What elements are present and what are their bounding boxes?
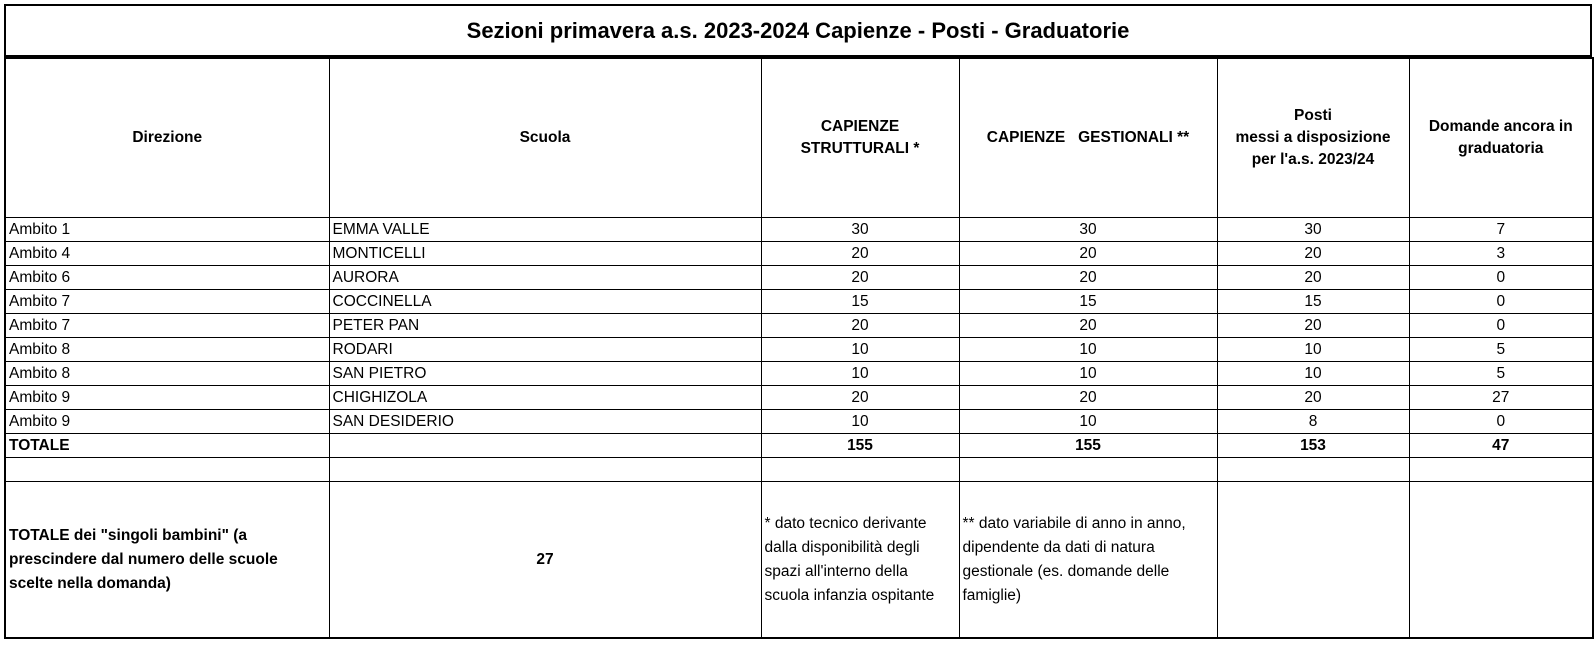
cell-scuola: EMMA VALLE (329, 218, 761, 242)
footer-note-gestionali: ** dato variabile di anno in anno, dipendente da dati di natura gestionale (es. domande delle famiglie) (959, 482, 1217, 639)
cell-domande: 5 (1409, 362, 1593, 386)
table-row (5, 266, 1593, 290)
table-row (5, 338, 1593, 362)
cell-direzione: Ambito 7 (5, 290, 329, 314)
cell-direzione: Ambito 6 (5, 266, 329, 290)
cell-posti: 20 (1217, 386, 1409, 410)
cell-capienze-gestionali: 10 (959, 410, 1217, 434)
cell-domande: 5 (1409, 338, 1593, 362)
totale-domande: 47 (1409, 434, 1593, 458)
header-posti-line3: per l'a.s. 2023/24 (1251, 151, 1375, 168)
table-row (5, 362, 1593, 386)
cell-direzione: Ambito 1 (5, 218, 329, 242)
cell-capienze-strutturali: 20 (761, 242, 959, 266)
cell-posti: 10 (1217, 338, 1409, 362)
footer-row (5, 482, 1593, 639)
header-posti-line2: messi a disposizione (1235, 129, 1391, 146)
cell-direzione: Ambito 9 (5, 386, 329, 410)
cell-scuola: SAN PIETRO (329, 362, 761, 386)
cell-scuola: MONTICELLI (329, 242, 761, 266)
data-rows (5, 218, 1593, 434)
capienze-table (4, 57, 1594, 639)
table-row (5, 218, 1593, 242)
cell-scuola: AURORA (329, 266, 761, 290)
footer-value: 27 (329, 482, 761, 639)
cell-capienze-gestionali: 10 (959, 338, 1217, 362)
header-row (5, 58, 1593, 218)
cell-capienze-strutturali: 20 (761, 266, 959, 290)
header-posti-line1: Posti (1294, 107, 1332, 124)
cell-posti: 15 (1217, 290, 1409, 314)
footer-label: TOTALE dei "singoli bambini" (a prescindere dal numero delle scuole scelte nella domanda) (5, 482, 329, 639)
cell-capienze-strutturali: 10 (761, 338, 959, 362)
cell-domande: 0 (1409, 314, 1593, 338)
cell-direzione: Ambito 8 (5, 362, 329, 386)
cell-posti: 10 (1217, 362, 1409, 386)
cell-capienze-gestionali: 20 (959, 266, 1217, 290)
footer-note-strutturali: * dato tecnico derivante dalla disponibilità degli spazi all'interno della scuola infanzia ospitante (761, 482, 959, 639)
cell-direzione: Ambito 7 (5, 314, 329, 338)
header-scuola: Scuola (329, 58, 761, 218)
cell-capienze-gestionali: 15 (959, 290, 1217, 314)
table-row (5, 242, 1593, 266)
cell-capienze-strutturali: 30 (761, 218, 959, 242)
cell-direzione: Ambito 8 (5, 338, 329, 362)
totale-scuola-empty (329, 434, 761, 458)
cell-domande: 0 (1409, 410, 1593, 434)
cell-domande: 0 (1409, 290, 1593, 314)
cell-capienze-strutturali: 20 (761, 386, 959, 410)
footer-empty-domande (1409, 482, 1593, 639)
blank-row (5, 458, 1593, 482)
table-row (5, 410, 1593, 434)
table-row (5, 290, 1593, 314)
totale-strutturali: 155 (761, 434, 959, 458)
cell-posti: 30 (1217, 218, 1409, 242)
cell-capienze-gestionali: 20 (959, 386, 1217, 410)
header-capienze-strutturali: CAPIENZE STRUTTURALI * (761, 58, 959, 218)
cell-capienze-gestionali: 20 (959, 314, 1217, 338)
cell-capienze-strutturali: 10 (761, 362, 959, 386)
cell-scuola: RODARI (329, 338, 761, 362)
table-title: Sezioni primavera a.s. 2023-2024 Capienze - Posti - Graduatorie (4, 4, 1592, 57)
table-row (5, 386, 1593, 410)
cell-posti: 20 (1217, 266, 1409, 290)
cell-capienze-strutturali: 15 (761, 290, 959, 314)
footer-empty-posti (1217, 482, 1409, 639)
cell-scuola: PETER PAN (329, 314, 761, 338)
totale-posti: 153 (1217, 434, 1409, 458)
cell-capienze-gestionali: 30 (959, 218, 1217, 242)
totale-row (5, 434, 1593, 458)
cell-capienze-gestionali: 10 (959, 362, 1217, 386)
cell-scuola: COCCINELLA (329, 290, 761, 314)
cell-domande: 3 (1409, 242, 1593, 266)
cell-domande: 0 (1409, 266, 1593, 290)
cell-direzione: Ambito 4 (5, 242, 329, 266)
header-capienze-gestionali: CAPIENZE GESTIONALI ** (959, 58, 1217, 218)
table-row (5, 314, 1593, 338)
cell-posti: 8 (1217, 410, 1409, 434)
cell-capienze-strutturali: 10 (761, 410, 959, 434)
totale-gestionali: 155 (959, 434, 1217, 458)
cell-direzione: Ambito 9 (5, 410, 329, 434)
cell-posti: 20 (1217, 314, 1409, 338)
cell-domande: 27 (1409, 386, 1593, 410)
cell-capienze-strutturali: 20 (761, 314, 959, 338)
header-posti (1217, 58, 1409, 218)
cell-scuola: CHIGHIZOLA (329, 386, 761, 410)
header-direzione: Direzione (5, 58, 329, 218)
totale-label: TOTALE (5, 434, 329, 458)
cell-posti: 20 (1217, 242, 1409, 266)
cell-capienze-gestionali: 20 (959, 242, 1217, 266)
cell-scuola: SAN DESIDERIO (329, 410, 761, 434)
header-domande: Domande ancora in graduatoria (1409, 58, 1593, 218)
cell-domande: 7 (1409, 218, 1593, 242)
spreadsheet (4, 4, 1592, 652)
